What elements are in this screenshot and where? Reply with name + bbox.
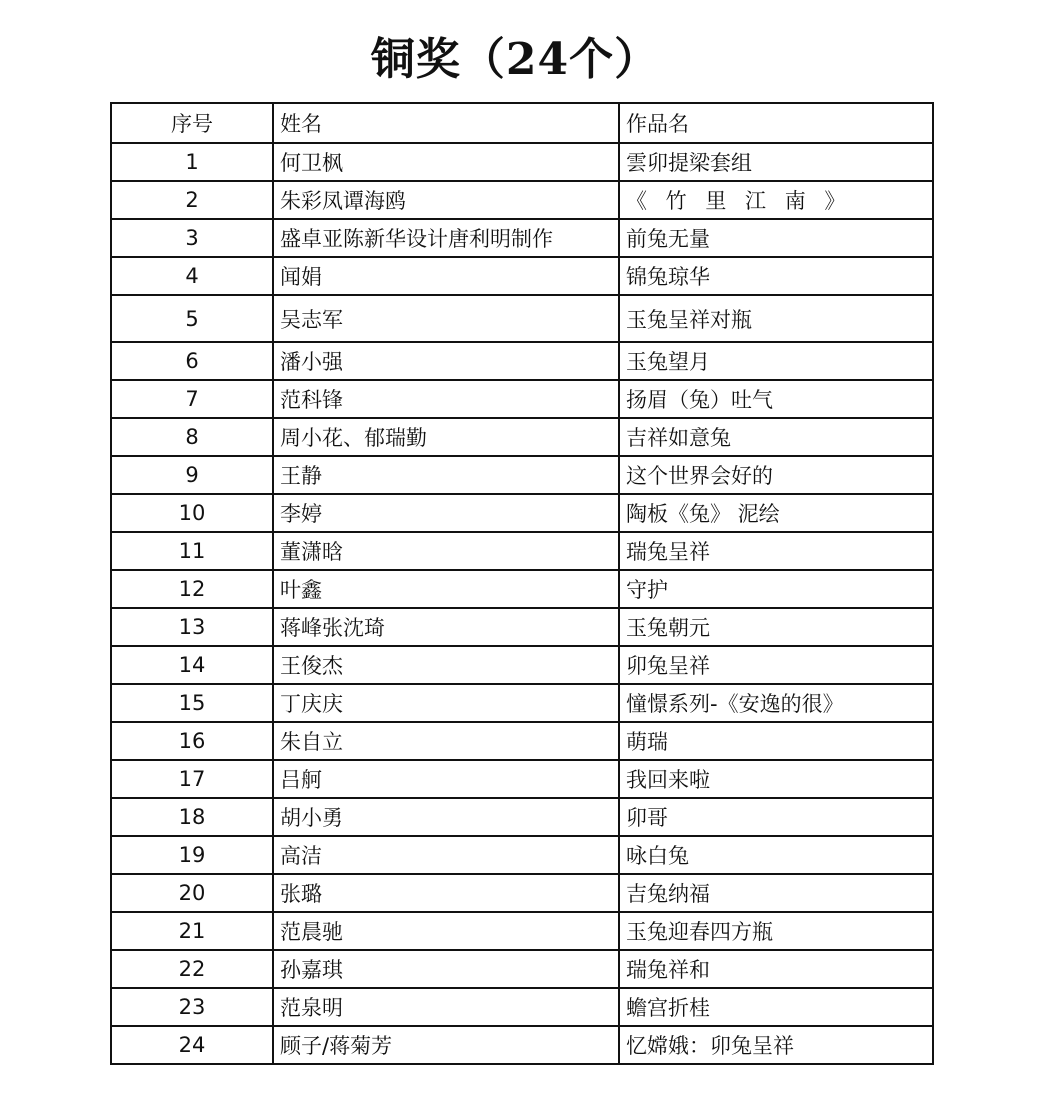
row-work: 吉兔纳福 xyxy=(619,874,933,912)
row-work: 锦兔琼华 xyxy=(619,257,933,295)
row-name: 顾子/蒋菊芳 xyxy=(273,1026,619,1064)
table-row xyxy=(111,219,933,257)
table-row xyxy=(111,532,933,570)
table-row xyxy=(111,1026,933,1064)
table-row xyxy=(111,380,933,418)
row-name: 李婷 xyxy=(273,494,619,532)
table-row xyxy=(111,760,933,798)
row-work: 玉兔朝元 xyxy=(619,608,933,646)
row-name: 张璐 xyxy=(273,874,619,912)
row-work: 瑞兔呈祥 xyxy=(619,532,933,570)
table-row xyxy=(111,342,933,380)
table-row xyxy=(111,722,933,760)
row-name: 蒋峰张沈琦 xyxy=(273,608,619,646)
table-row xyxy=(111,988,933,1026)
table-row xyxy=(111,143,933,181)
row-number: 10 xyxy=(111,494,273,532)
row-work: 这个世界会好的 xyxy=(619,456,933,494)
row-work: 萌瑞 xyxy=(619,722,933,760)
row-work: 憧憬系列-《安逸的很》 xyxy=(619,684,933,722)
row-work: 玉兔望月 xyxy=(619,342,933,380)
row-work: 卯哥 xyxy=(619,798,933,836)
row-number: 22 xyxy=(111,950,273,988)
table-row xyxy=(111,257,933,295)
row-number: 15 xyxy=(111,684,273,722)
row-work: 吉祥如意兔 xyxy=(619,418,933,456)
row-work: 守护 xyxy=(619,570,933,608)
row-number: 24 xyxy=(111,1026,273,1064)
row-name: 盛卓亚陈新华设计唐利明制作 xyxy=(273,219,619,257)
row-work: 玉兔迎春四方瓶 xyxy=(619,912,933,950)
row-work: 扬眉（兔）吐气 xyxy=(619,380,933,418)
row-number: 16 xyxy=(111,722,273,760)
table-row xyxy=(111,456,933,494)
row-work: 雲卯提梁套组 xyxy=(619,143,933,181)
row-number: 11 xyxy=(111,532,273,570)
row-number: 14 xyxy=(111,646,273,684)
row-number: 20 xyxy=(111,874,273,912)
row-number: 17 xyxy=(111,760,273,798)
row-name: 高洁 xyxy=(273,836,619,874)
row-name: 董潇晗 xyxy=(273,532,619,570)
row-name: 周小花、郁瑞勤 xyxy=(273,418,619,456)
table-row xyxy=(111,295,933,342)
row-number: 13 xyxy=(111,608,273,646)
row-work: 陶板《兔》 泥绘 xyxy=(619,494,933,532)
row-work: 瑞兔祥和 xyxy=(619,950,933,988)
row-name: 何卫枫 xyxy=(273,143,619,181)
header-name: 姓名 xyxy=(273,103,619,143)
row-number: 7 xyxy=(111,380,273,418)
row-name: 王俊杰 xyxy=(273,646,619,684)
table-row xyxy=(111,570,933,608)
table-row xyxy=(111,798,933,836)
row-number: 21 xyxy=(111,912,273,950)
row-name: 朱彩凤谭海鸥 xyxy=(273,181,619,219)
table-row xyxy=(111,950,933,988)
row-work: 卯兔呈祥 xyxy=(619,646,933,684)
row-work: 忆嫦娥：卯兔呈祥 xyxy=(619,1026,933,1064)
table-row xyxy=(111,912,933,950)
row-name: 范晨驰 xyxy=(273,912,619,950)
header-number: 序号 xyxy=(111,103,273,143)
row-number: 18 xyxy=(111,798,273,836)
row-number: 2 xyxy=(111,181,273,219)
row-name: 丁庆庆 xyxy=(273,684,619,722)
row-number: 19 xyxy=(111,836,273,874)
table-row xyxy=(111,418,933,456)
row-number: 8 xyxy=(111,418,273,456)
row-number: 1 xyxy=(111,143,273,181)
row-work: 玉兔呈祥对瓶 xyxy=(619,295,933,342)
table-row xyxy=(111,684,933,722)
row-number: 12 xyxy=(111,570,273,608)
row-name: 范泉明 xyxy=(273,988,619,1026)
row-name: 范科锋 xyxy=(273,380,619,418)
row-work: 蟾宫折桂 xyxy=(619,988,933,1026)
row-work: 我回来啦 xyxy=(619,760,933,798)
table-row xyxy=(111,836,933,874)
row-name: 胡小勇 xyxy=(273,798,619,836)
row-number: 4 xyxy=(111,257,273,295)
table-row xyxy=(111,494,933,532)
table-row xyxy=(111,181,933,219)
row-work: 《 竹 里 江 南 》 xyxy=(619,181,933,219)
row-name: 孙嘉琪 xyxy=(273,950,619,988)
table-row xyxy=(111,874,933,912)
row-number: 3 xyxy=(111,219,273,257)
row-name: 闻娟 xyxy=(273,257,619,295)
row-name: 朱自立 xyxy=(273,722,619,760)
row-name: 吕舸 xyxy=(273,760,619,798)
row-number: 9 xyxy=(111,456,273,494)
header-work: 作品名 xyxy=(619,103,933,143)
row-work: 前兔无量 xyxy=(619,219,933,257)
awards-table xyxy=(110,102,934,1065)
row-name: 吴志军 xyxy=(273,295,619,342)
row-number: 23 xyxy=(111,988,273,1026)
row-number: 6 xyxy=(111,342,273,380)
table-row xyxy=(111,646,933,684)
row-name: 潘小强 xyxy=(273,342,619,380)
row-number: 5 xyxy=(111,295,273,342)
row-work: 咏白兔 xyxy=(619,836,933,874)
row-name: 叶鑫 xyxy=(273,570,619,608)
page-title: 铜奖（24个） xyxy=(370,34,660,85)
table-header-row xyxy=(111,103,933,143)
row-name: 王静 xyxy=(273,456,619,494)
table-row xyxy=(111,608,933,646)
